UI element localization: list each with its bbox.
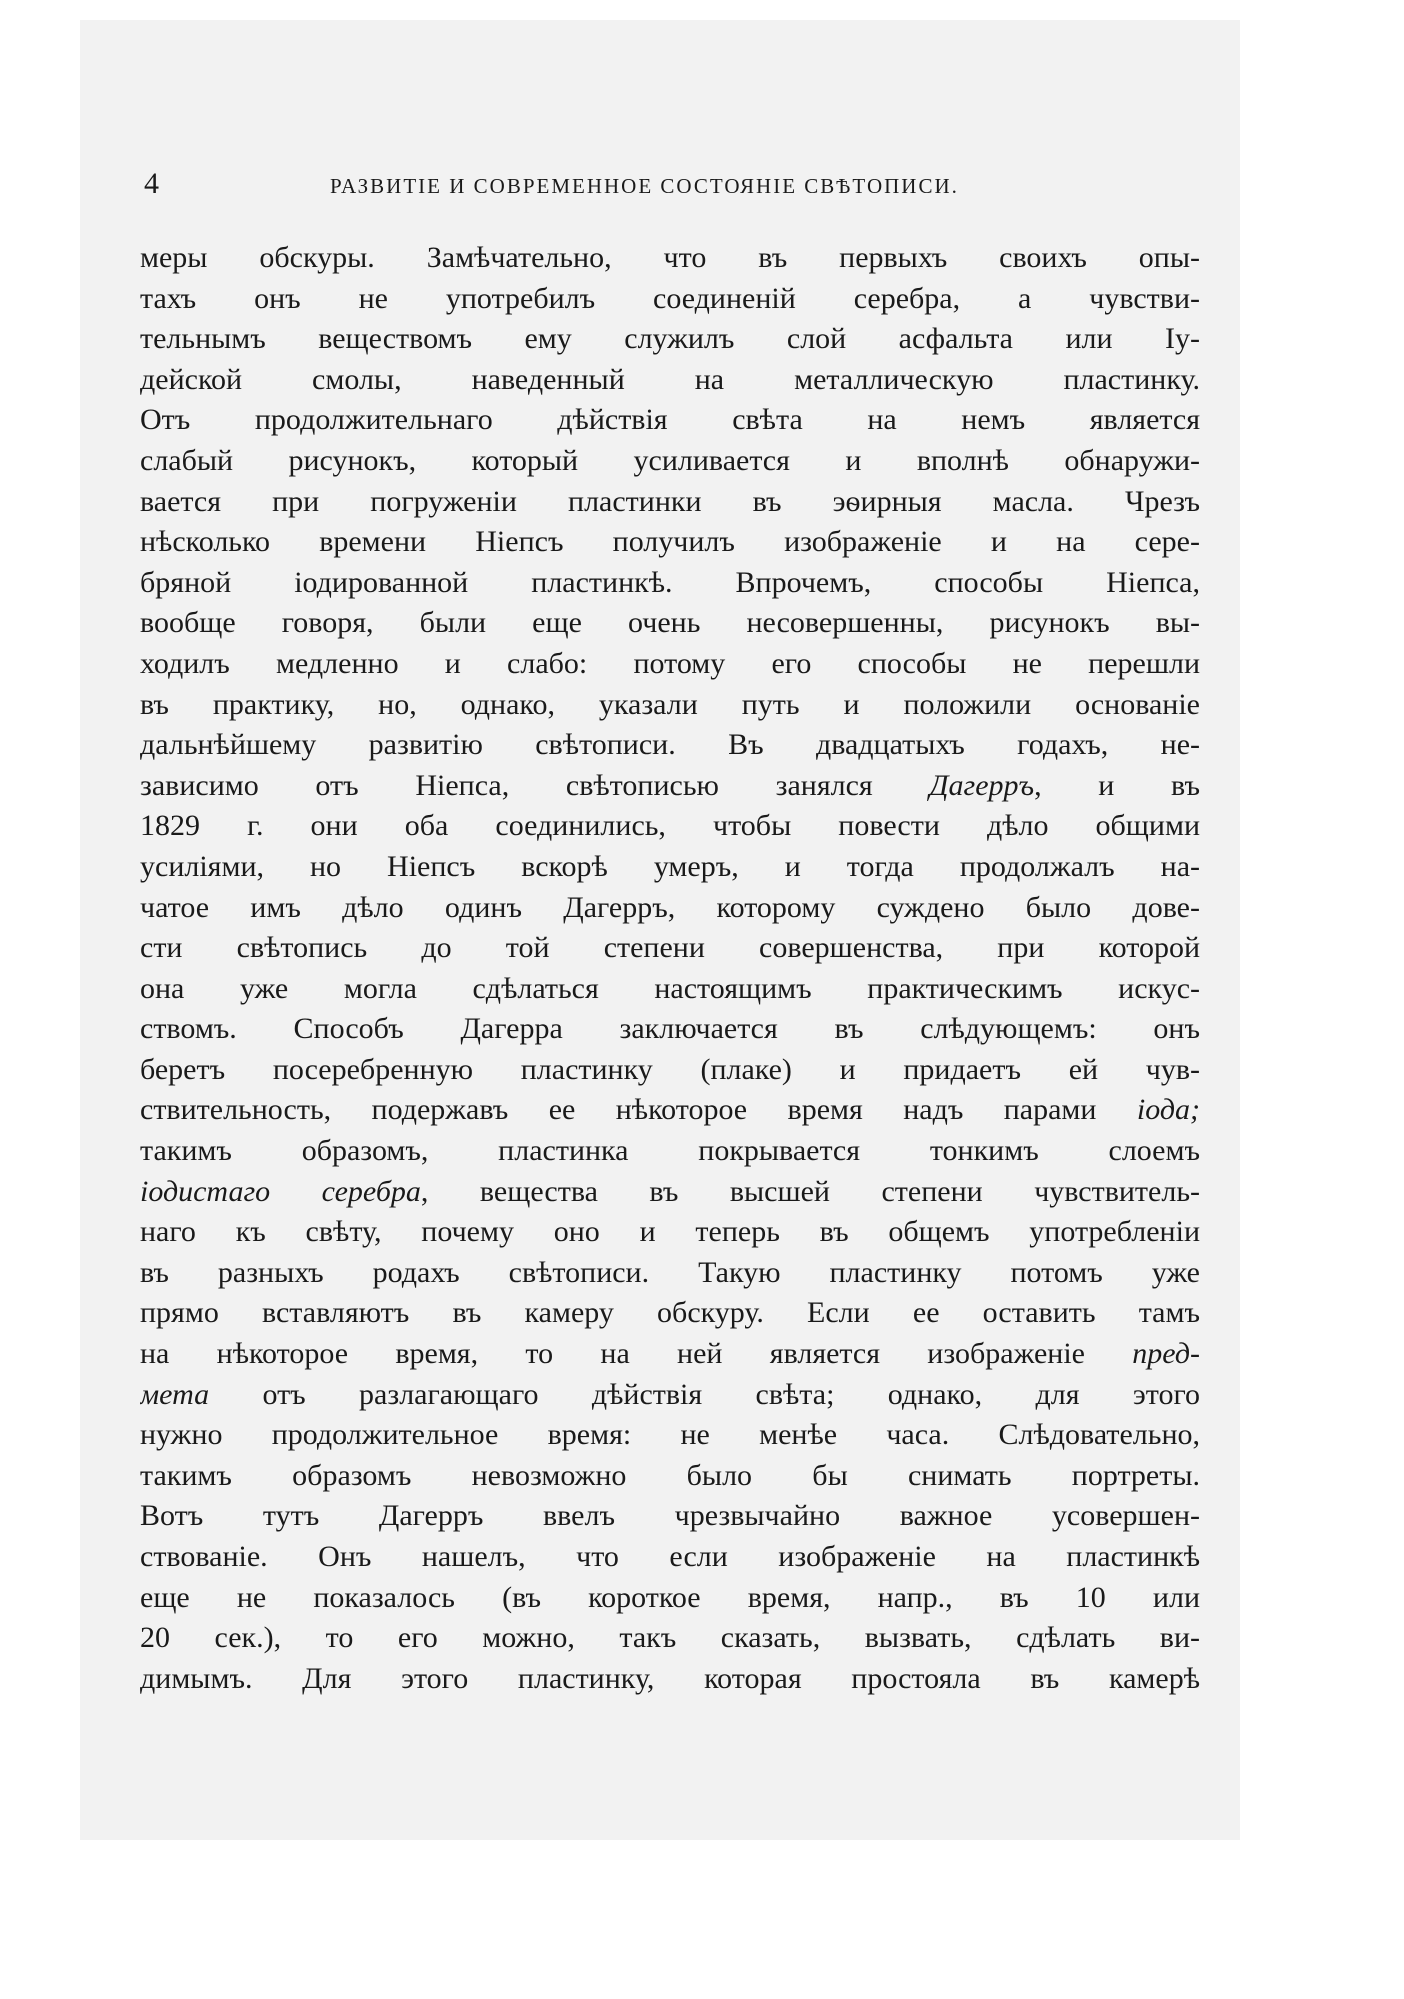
text-line: 20 сек.), то его можно, такъ сказать, вызвать, сдѣлать ви-	[140, 1621, 1200, 1655]
text-line-with-italic	[140, 1334, 1200, 1375]
italic-object-part1: пред-	[1132, 1337, 1200, 1371]
text-line: прямо вставляютъ въ камеру обскуру. Если ее оставить тамъ	[140, 1296, 1200, 1330]
text-line: въ разныхъ родахъ свѣтописи. Такую пластинку потомъ уже	[140, 1255, 1200, 1289]
text-span: отъ разлагающаго дѣйствія свѣта; однако, для этого	[209, 1377, 1200, 1411]
text-line: Вотъ тутъ Дагерръ ввелъ чрезвычайно важное усовершен-	[140, 1499, 1200, 1533]
text-line: тельнымъ веществомъ ему служилъ слой асфальта или Іу-	[140, 322, 1200, 356]
text-line: еще не показалось (въ короткое время, напр., въ 10 или	[140, 1580, 1200, 1614]
body-text	[140, 238, 1200, 1699]
page-number: 4	[144, 167, 159, 200]
text-line-with-italic	[140, 1375, 1200, 1416]
text-span: , вещества въ высшей степени чувствитель-	[420, 1174, 1200, 1208]
text-line: вается при погруженіи пластинки въ эѳирныя масла. Чрезъ	[140, 484, 1200, 518]
text-line: бряной іодированной пластинкѣ. Впрочемъ, способы Ніепса,	[140, 565, 1200, 599]
text-line: меры обскуры. Замѣчательно, что въ первыхъ своихъ опы-	[140, 241, 1200, 274]
text-line: тахъ онъ не употребилъ соединеній серебра, а чувстви-	[140, 281, 1200, 315]
text-line: 1829 г. они оба соединились, чтобы повести дѣло общими	[140, 809, 1200, 843]
text-line: наго къ свѣту, почему оно и теперь въ общемъ употребленіи	[140, 1215, 1200, 1249]
text-span: на нѣкоторое время, то на ней является изображеніе	[140, 1337, 1133, 1371]
text-line-with-italic	[140, 766, 1200, 807]
text-line: она уже могла сдѣлаться настоящимъ практическимъ искус-	[140, 971, 1200, 1005]
text-line: въ практику, но, однако, указали путь и положили основаніе	[140, 687, 1200, 721]
text-line: ствованіе. Онъ нашелъ, что если изображеніе на пластинкѣ	[140, 1540, 1200, 1573]
text-line: дейской смолы, наведенный на металлическую пластинку.	[140, 362, 1200, 396]
text-line-with-italic	[140, 1172, 1200, 1213]
text-line: такимъ образомъ невозможно было бы снимать портреты.	[140, 1458, 1200, 1492]
page-header	[140, 164, 1200, 204]
text-span: , и въ	[1034, 768, 1200, 802]
running-title: РАЗВИТІЕ И СОВРЕМЕННОЕ СОСТОЯНІЕ СВѢТОПИСИ.	[330, 174, 959, 198]
text-line: вообще говоря, были еще очень несовершенны, рисунокъ вы-	[140, 606, 1200, 640]
text-line: сти свѣтопись до той степени совершенства, при которой	[140, 931, 1200, 965]
text-line: димымъ. Для этого пластинку, которая простояла въ камерѣ	[140, 1661, 1200, 1695]
text-line: беретъ посеребренную пластинку (плаке) и придаетъ ей чув-	[140, 1052, 1200, 1086]
text-span: ствительность, подержавъ ее нѣкоторое время надъ парами	[140, 1093, 1137, 1127]
italic-iodine: іода;	[1136, 1093, 1200, 1127]
text-line: ходилъ медленно и слабо: потому его способы не перешли	[140, 646, 1200, 680]
text-span: зависимо отъ Ніепса, свѣтописью занялся	[140, 768, 930, 802]
text-line: ствомъ. Способъ Дагерра заключается въ слѣдующемъ: онъ	[140, 1012, 1200, 1046]
text-line: дальнѣйшему развитію свѣтописи. Въ двадцатыхъ годахъ, не-	[140, 728, 1200, 762]
text-line: такимъ образомъ, пластинка покрывается тонкимъ слоемъ	[140, 1134, 1200, 1168]
text-line: Отъ продолжительнаго дѣйствія свѣта на немъ является	[140, 403, 1200, 437]
text-line: чатое имъ дѣло одинъ Дагерръ, которому суждено было дове-	[140, 890, 1200, 924]
text-line: усиліями, но Ніепсъ вскорѣ умеръ, и тогда продолжалъ на-	[140, 849, 1200, 883]
italic-silver-iodide: іодистаго серебра	[140, 1174, 421, 1208]
text-line-with-italic	[140, 1090, 1200, 1131]
text-line: слабый рисунокъ, который усиливается и вполнѣ обнаружи-	[140, 443, 1200, 477]
italic-name-dagerre: Дагерръ	[929, 768, 1035, 802]
text-line: нужно продолжительное время: не менѣе часа. Слѣдовательно,	[140, 1418, 1200, 1452]
italic-object-part2: мета	[140, 1377, 210, 1411]
text-line: нѣсколько времени Ніепсъ получилъ изображеніе и на сере-	[140, 525, 1200, 559]
